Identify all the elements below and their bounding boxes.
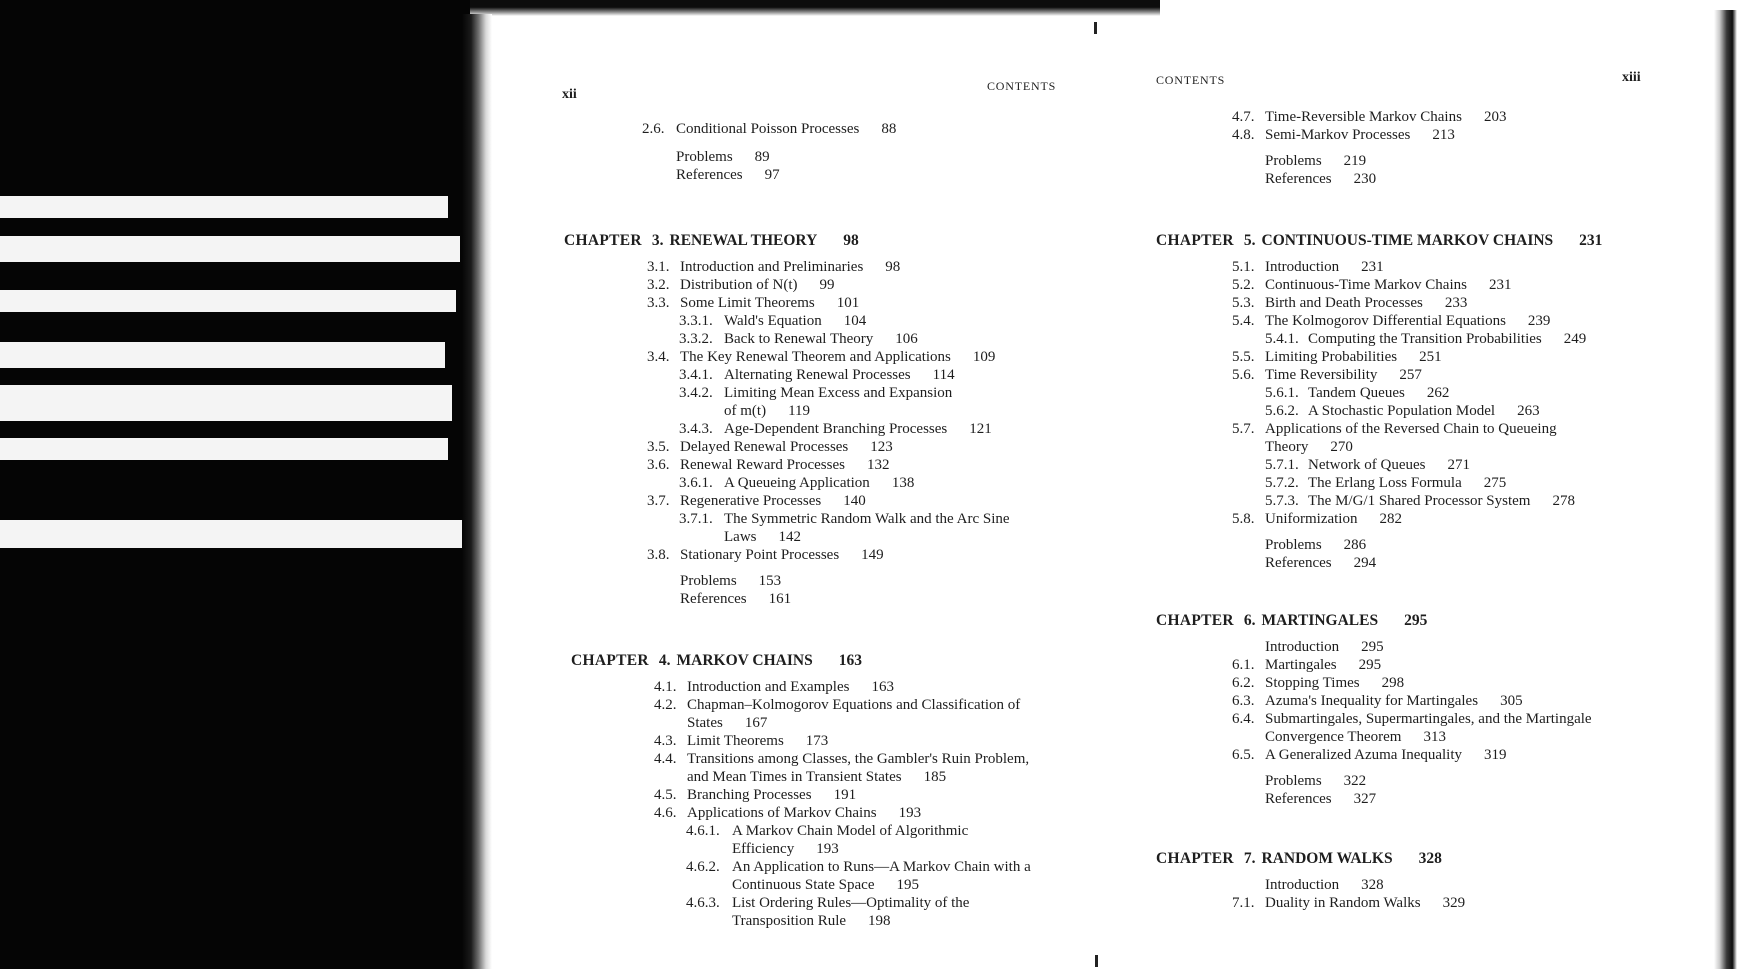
toc-subsection-entry — [679, 312, 866, 330]
toc-entry-number: 5.6.2. — [1265, 403, 1299, 419]
toc-entry-page: 132 — [866, 457, 890, 473]
toc-entry-title: States — [687, 715, 723, 731]
toc-section-entry — [654, 696, 1020, 714]
toc-entry-title: The M/G/1 Shared Processor System — [1308, 493, 1531, 509]
toc-entry-page: 298 — [1381, 675, 1405, 691]
toc-entry-title: and Mean Times in Transient States — [687, 769, 902, 785]
toc-entry-number: 3.4. — [647, 349, 670, 365]
toc-entry-title: References — [1265, 555, 1332, 571]
toc-section-entry — [1232, 294, 1467, 312]
chapter-title: MARKOV CHAINS — [676, 652, 813, 669]
toc-entry-page: 149 — [861, 547, 884, 563]
toc-entry-title: Network of Queues — [1308, 457, 1426, 473]
toc-entry-page: 98 — [885, 259, 901, 275]
toc-entry-number: 3.3. — [647, 295, 670, 311]
toc-section-entry — [647, 546, 884, 564]
toc-entry-title: Wald's Equation — [724, 313, 822, 329]
toc-entry-title: Regenerative Processes — [680, 493, 822, 509]
toc-subsection-entry — [679, 420, 992, 438]
toc-entry-page: 328 — [1361, 877, 1384, 893]
toc-section-entry — [654, 732, 828, 750]
chapter-number: 3. — [651, 232, 664, 249]
toc-entry-title: Applications of the Reversed Chain to Queueing — [1265, 421, 1557, 437]
toc-entry — [1265, 728, 1446, 746]
toc-entry-title: of m(t) — [724, 403, 767, 419]
toc-entry-number: 5.3. — [1232, 295, 1255, 311]
toc-entry-page: 114 — [932, 367, 955, 383]
toc-entry-title: Submartingales, Supermartingales, and the Martingale — [1265, 711, 1592, 727]
toc-entry-number: 4.6. — [654, 805, 677, 821]
toc-entry — [676, 148, 770, 166]
toc-entry-page: 329 — [1442, 895, 1466, 911]
chapter-label: CHAPTER — [1156, 850, 1234, 867]
toc-entry-number: 4.3. — [654, 733, 677, 749]
toc-entry-page: 104 — [843, 313, 867, 329]
toc-entry-number: 5.2. — [1232, 277, 1255, 293]
chapter-number: 6. — [1243, 612, 1256, 629]
toc-entry-page: 295 — [1361, 639, 1384, 655]
toc-entry-title: Semi-Markov Processes — [1265, 127, 1411, 143]
toc-entry-title: Birth and Death Processes — [1265, 295, 1423, 311]
toc-subsection-entry — [1265, 330, 1586, 348]
toc-entry — [732, 912, 891, 930]
chapter-title: RENEWAL THEORY — [669, 232, 818, 249]
toc-entry-title: Branching Processes — [687, 787, 812, 803]
toc-entry-title: A Queueing Application — [724, 475, 870, 491]
toc-entry-page: 271 — [1447, 457, 1470, 473]
toc-entry — [1265, 554, 1376, 572]
toc-entry-title: List Ordering Rules—Optimality of the — [732, 895, 970, 911]
toc-section-entry — [1232, 312, 1550, 330]
toc-entry-title: Distribution of N(t) — [680, 277, 798, 293]
toc-entry-title: The Kolmogorov Differential Equations — [1265, 313, 1506, 329]
toc-section-entry — [1232, 276, 1511, 294]
toc-section-entry — [1232, 366, 1422, 384]
toc-entry — [1265, 790, 1376, 808]
toc-subsection-entry — [1265, 456, 1470, 474]
toc-entry-page: 88 — [881, 121, 897, 137]
toc-entry-page: 219 — [1343, 153, 1367, 169]
toc-entry-number: 3.5. — [647, 439, 670, 455]
toc-entry-number: 5.5. — [1232, 349, 1255, 365]
toc-entry-page: 193 — [898, 805, 922, 821]
toc-entry-page: 161 — [768, 591, 792, 607]
toc-section-entry — [647, 294, 859, 312]
toc-subsection-entry — [686, 822, 968, 840]
toc-entry-number: 4.5. — [654, 787, 677, 803]
toc-entry-page: 233 — [1444, 295, 1468, 311]
toc-section-entry — [1232, 710, 1592, 728]
toc-entry-title: Convergence Theorem — [1265, 729, 1402, 745]
toc-entry-number: 2.6. — [642, 121, 665, 137]
scan-dark-margin — [0, 0, 470, 969]
toc-entry-title: Chapman–Kolmogorov Equations and Classification of — [687, 697, 1021, 713]
toc-entry — [1265, 876, 1384, 894]
toc-section-entry — [642, 120, 896, 138]
toc-entry-page: 109 — [972, 349, 996, 365]
toc-entry-title: Transitions among Classes, the Gambler's Ruin Problem, — [687, 751, 1030, 767]
scan-band — [0, 196, 448, 218]
toc-entry-number: 4.1. — [654, 679, 677, 695]
toc-entry-page: 195 — [896, 877, 919, 893]
toc-entry-title: Uniformization — [1265, 511, 1358, 527]
toc-entry-title: The Symmetric Random Walk and the Arc Sine — [724, 511, 1010, 527]
toc-entry-number: 4.4. — [654, 751, 677, 767]
chapter-number: 5. — [1243, 232, 1256, 249]
toc-entry-title: Introduction — [1265, 639, 1340, 655]
toc-entry-number: 3.6.1. — [679, 475, 713, 491]
toc-entry-title: Problems — [680, 573, 737, 589]
toc-section-entry — [647, 438, 893, 456]
scan-band — [0, 385, 452, 421]
toc-entry-page: 99 — [819, 277, 835, 293]
toc-entry-page: 305 — [1500, 693, 1523, 709]
scan-speck — [1094, 22, 1097, 34]
chapter-heading — [571, 652, 862, 670]
toc-entry-title: Delayed Renewal Processes — [680, 439, 849, 455]
toc-entry-title: A Generalized Azuma Inequality — [1265, 747, 1463, 763]
chapter-label: CHAPTER — [1156, 232, 1234, 249]
toc-entry-number: 6.5. — [1232, 747, 1255, 763]
toc-section-entry — [647, 258, 900, 276]
chapter-page: 231 — [1579, 232, 1603, 249]
toc-entry-page: 106 — [895, 331, 918, 347]
toc-entry-number: 4.7. — [1232, 109, 1255, 125]
toc-entry-page: 101 — [836, 295, 860, 311]
scan-band — [0, 438, 448, 460]
toc-entry-page: 231 — [1361, 259, 1384, 275]
toc-entry — [1265, 152, 1366, 170]
toc-section-entry — [1232, 692, 1523, 710]
toc-section-entry — [1232, 656, 1381, 674]
toc-entry-number: 3.4.2. — [679, 385, 713, 401]
toc-entry-title: The Key Renewal Theorem and Applications — [680, 349, 951, 365]
toc-entry-page: 121 — [969, 421, 992, 437]
toc-section-entry — [647, 492, 866, 510]
right-page — [1140, 0, 1714, 969]
toc-entry-page: 193 — [816, 841, 839, 857]
toc-entry-number: 5.1. — [1232, 259, 1255, 275]
toc-entry-title: Efficiency — [732, 841, 795, 857]
toc-entry-number: 5.7.2. — [1265, 475, 1299, 491]
scan-band — [0, 290, 456, 312]
toc-entry-title: Time Reversibility — [1265, 367, 1378, 383]
toc-entry-number: 7.1. — [1232, 895, 1255, 911]
toc-entry — [687, 714, 767, 732]
toc-entry-number: 3.4.1. — [679, 367, 713, 383]
toc-entry-title: Alternating Renewal Processes — [724, 367, 911, 383]
toc-section-entry — [1232, 674, 1404, 692]
toc-entry-title: A Stochastic Population Model — [1308, 403, 1496, 419]
toc-entry-page: 295 — [1358, 657, 1382, 673]
chapter-title: RANDOM WALKS — [1261, 850, 1393, 867]
toc-section-entry — [647, 456, 889, 474]
toc-entry-title: Duality in Random Walks — [1265, 895, 1421, 911]
toc-entry — [1265, 638, 1384, 656]
chapter-title: MARTINGALES — [1261, 612, 1379, 629]
toc-entry — [687, 768, 946, 786]
toc-entry-number: 3.3.1. — [679, 313, 713, 329]
chapter-number: 4. — [658, 652, 671, 669]
chapter-label: CHAPTER — [564, 232, 642, 249]
toc-entry-title: Problems — [1265, 537, 1322, 553]
toc-section-entry — [654, 786, 856, 804]
toc-entry-title: Introduction and Examples — [687, 679, 850, 695]
chapter-page: 295 — [1404, 612, 1428, 629]
toc-subsection-entry — [679, 384, 952, 402]
toc-entry-page: 97 — [764, 167, 780, 183]
page-edge — [1714, 10, 1737, 969]
toc-entry-page: 163 — [871, 679, 894, 695]
chapter-heading — [1156, 232, 1602, 250]
toc-entry-title: Back to Renewal Theory — [724, 331, 874, 347]
toc-entry-number: 6.2. — [1232, 675, 1255, 691]
toc-entry-number: 4.2. — [654, 697, 677, 713]
toc-subsection-entry — [1265, 384, 1449, 402]
chapter-label: CHAPTER — [1156, 612, 1234, 629]
toc-entry — [732, 876, 919, 894]
toc-subsection-entry — [679, 330, 918, 348]
toc-entry-number: 5.7.1. — [1265, 457, 1299, 473]
toc-entry-page: 278 — [1552, 493, 1575, 509]
running-head: CONTENTS — [987, 79, 1057, 93]
toc-subsection-entry — [679, 510, 1010, 528]
toc-section-entry — [1232, 894, 1465, 912]
toc-entry-title: Computing the Transition Probabilities — [1308, 331, 1542, 347]
toc-entry-title: Introduction and Preliminaries — [680, 259, 864, 275]
toc-entry-title: Theory — [1265, 439, 1309, 455]
toc-entry-page: 286 — [1343, 537, 1367, 553]
chapter-heading — [564, 232, 859, 250]
toc-entry-page: 191 — [833, 787, 857, 803]
toc-entry-number: 4.6.2. — [686, 859, 720, 875]
toc-entry-page: 257 — [1399, 367, 1422, 383]
toc-entry-page: 153 — [758, 573, 782, 589]
toc-entry-title: Introduction — [1265, 877, 1340, 893]
toc-subsection-entry — [679, 474, 914, 492]
chapter-title: CONTINUOUS-TIME MARKOV CHAINS — [1261, 232, 1554, 249]
toc-entry-title: Problems — [1265, 153, 1322, 169]
toc-subsection-entry — [1265, 492, 1575, 510]
toc-entry-page: 198 — [868, 913, 891, 929]
chapter-page: 98 — [843, 232, 859, 249]
toc-entry-title: Problems — [1265, 773, 1322, 789]
toc-section-entry — [647, 276, 835, 294]
toc-entry-number: 3.2. — [647, 277, 670, 293]
toc-entry-page: 123 — [870, 439, 893, 455]
toc-section-entry — [654, 804, 921, 822]
toc-entry-title: References — [680, 591, 747, 607]
toc-entry-title: Age-Dependent Branching Processes — [724, 421, 948, 437]
toc-entry — [1265, 536, 1366, 554]
scan-speck — [1095, 955, 1098, 967]
toc-entry-title: Stationary Point Processes — [680, 547, 840, 563]
toc-entry — [724, 528, 801, 546]
toc-entry-page: 231 — [1488, 277, 1512, 293]
toc-entry-title: An Application to Runs—A Markov Chain with a — [732, 859, 1031, 875]
toc-entry-number: 4.6.3. — [686, 895, 720, 911]
toc-entry-title: References — [1265, 171, 1332, 187]
toc-entry-number: 4.6.1. — [686, 823, 720, 839]
toc-section-entry — [647, 348, 995, 366]
toc-entry-page: 282 — [1379, 511, 1402, 527]
toc-entry — [1265, 772, 1366, 790]
scan-band — [0, 520, 462, 548]
chapter-page: 328 — [1418, 850, 1442, 867]
toc-entry-title: Tandem Queues — [1308, 385, 1405, 401]
toc-entry-page: 239 — [1527, 313, 1551, 329]
toc-entry-page: 249 — [1563, 331, 1587, 347]
toc-entry — [724, 402, 810, 420]
toc-entry-number: 3.1. — [647, 259, 670, 275]
toc-entry-page: 119 — [788, 403, 811, 419]
toc-entry — [680, 572, 781, 590]
toc-entry-number: 5.7. — [1232, 421, 1255, 437]
toc-entry-page: 230 — [1353, 171, 1377, 187]
toc-entry-number: 5.6.1. — [1265, 385, 1299, 401]
left-page — [492, 0, 1070, 969]
page-number: xiii — [1622, 70, 1641, 85]
toc-entry-title: A Markov Chain Model of Algorithmic — [732, 823, 969, 839]
toc-entry-number: 3.7. — [647, 493, 670, 509]
toc-section-entry — [1232, 420, 1557, 438]
toc-entry-page: 142 — [778, 529, 801, 545]
toc-entry-number: 3.6. — [647, 457, 670, 473]
toc-entry — [676, 166, 780, 184]
toc-entry-page: 138 — [891, 475, 915, 491]
toc-section-entry — [654, 678, 894, 696]
book-spine — [462, 14, 492, 969]
toc-entry-title: Introduction — [1265, 259, 1340, 275]
toc-entry-page: 203 — [1483, 109, 1507, 125]
toc-entry-title: Continuous State Space — [732, 877, 875, 893]
toc-entry-page: 213 — [1432, 127, 1455, 143]
toc-entry-number: 5.7.3. — [1265, 493, 1299, 509]
scan-band — [0, 342, 445, 368]
chapter-label: CHAPTER — [571, 652, 649, 669]
toc-entry-page: 313 — [1423, 729, 1446, 745]
toc-entry — [680, 590, 791, 608]
toc-entry-number: 5.6. — [1232, 367, 1255, 383]
toc-entry-page: 251 — [1419, 349, 1442, 365]
toc-entry-title: Applications of Markov Chains — [687, 805, 877, 821]
toc-section-entry — [654, 750, 1029, 768]
toc-section-entry — [1232, 108, 1506, 126]
toc-entry-page: 263 — [1517, 403, 1540, 419]
toc-entry-title: The Erlang Loss Formula — [1308, 475, 1462, 491]
toc-entry-number: 5.4.1. — [1265, 331, 1299, 347]
chapter-page: 163 — [838, 652, 862, 669]
toc-entry-title: Problems — [676, 149, 733, 165]
toc-entry-page: 319 — [1484, 747, 1507, 763]
toc-entry — [1265, 438, 1353, 456]
toc-entry — [1265, 170, 1376, 188]
toc-entry-number: 6.3. — [1232, 693, 1255, 709]
toc-entry-page: 185 — [923, 769, 947, 785]
toc-entry-title: Some Limit Theorems — [680, 295, 815, 311]
toc-entry-page: 275 — [1483, 475, 1507, 491]
chapter-heading — [1156, 850, 1442, 868]
toc-subsection-entry — [1265, 402, 1540, 420]
toc-entry-title: Azuma's Inequality for Martingales — [1265, 693, 1479, 709]
toc-entry-title: Time-Reversible Markov Chains — [1265, 109, 1462, 125]
toc-entry-title: Limit Theorems — [687, 733, 784, 749]
toc-entry-number: 6.4. — [1232, 711, 1255, 727]
toc-entry-title: Renewal Reward Processes — [680, 457, 845, 473]
toc-entry-title: Limiting Probabilities — [1265, 349, 1398, 365]
toc-subsection-entry — [686, 858, 1031, 876]
scan-band — [0, 236, 460, 262]
toc-entry-title: Conditional Poisson Processes — [676, 121, 860, 137]
toc-subsection-entry — [679, 366, 955, 384]
toc-entry-page: 327 — [1353, 791, 1377, 807]
toc-entry-number: 4.8. — [1232, 127, 1255, 143]
toc-entry-page: 173 — [805, 733, 829, 749]
toc-section-entry — [1232, 510, 1402, 528]
toc-entry-title: Continuous-Time Markov Chains — [1265, 277, 1467, 293]
toc-subsection-entry — [1265, 474, 1506, 492]
chapter-heading — [1156, 612, 1427, 630]
toc-entry-number: 3.8. — [647, 547, 670, 563]
toc-entry-title: References — [676, 167, 743, 183]
toc-entry-page: 294 — [1353, 555, 1377, 571]
toc-entry-number: 5.8. — [1232, 511, 1255, 527]
toc-subsection-entry — [686, 894, 969, 912]
toc-entry-number: 3.4.3. — [679, 421, 713, 437]
toc-section-entry — [1232, 258, 1384, 276]
toc-entry-title: Stopping Times — [1265, 675, 1360, 691]
toc-entry-title: Laws — [724, 529, 757, 545]
toc-entry-page: 322 — [1343, 773, 1367, 789]
toc-entry-title: Transposition Rule — [732, 913, 847, 929]
toc-entry-number: 6.1. — [1232, 657, 1255, 673]
running-head: CONTENTS — [1156, 73, 1226, 87]
toc-section-entry — [1232, 746, 1507, 764]
toc-section-entry — [1232, 126, 1455, 144]
page-number: xii — [562, 87, 577, 102]
toc-entry-title: References — [1265, 791, 1332, 807]
toc-entry-title: Limiting Mean Excess and Expansion — [724, 385, 953, 401]
chapter-number: 7. — [1243, 850, 1256, 867]
toc-entry-page: 270 — [1330, 439, 1353, 455]
toc-entry-number: 3.7.1. — [679, 511, 713, 527]
toc-entry-page: 262 — [1426, 385, 1450, 401]
toc-entry-page: 140 — [843, 493, 866, 509]
toc-entry-number: 3.3.2. — [679, 331, 713, 347]
toc-entry-page: 89 — [754, 149, 770, 165]
toc-entry — [732, 840, 839, 858]
toc-entry-title: Martingales — [1265, 657, 1337, 673]
toc-entry-page: 167 — [744, 715, 768, 731]
toc-section-entry — [1232, 348, 1442, 366]
toc-entry-number: 5.4. — [1232, 313, 1255, 329]
